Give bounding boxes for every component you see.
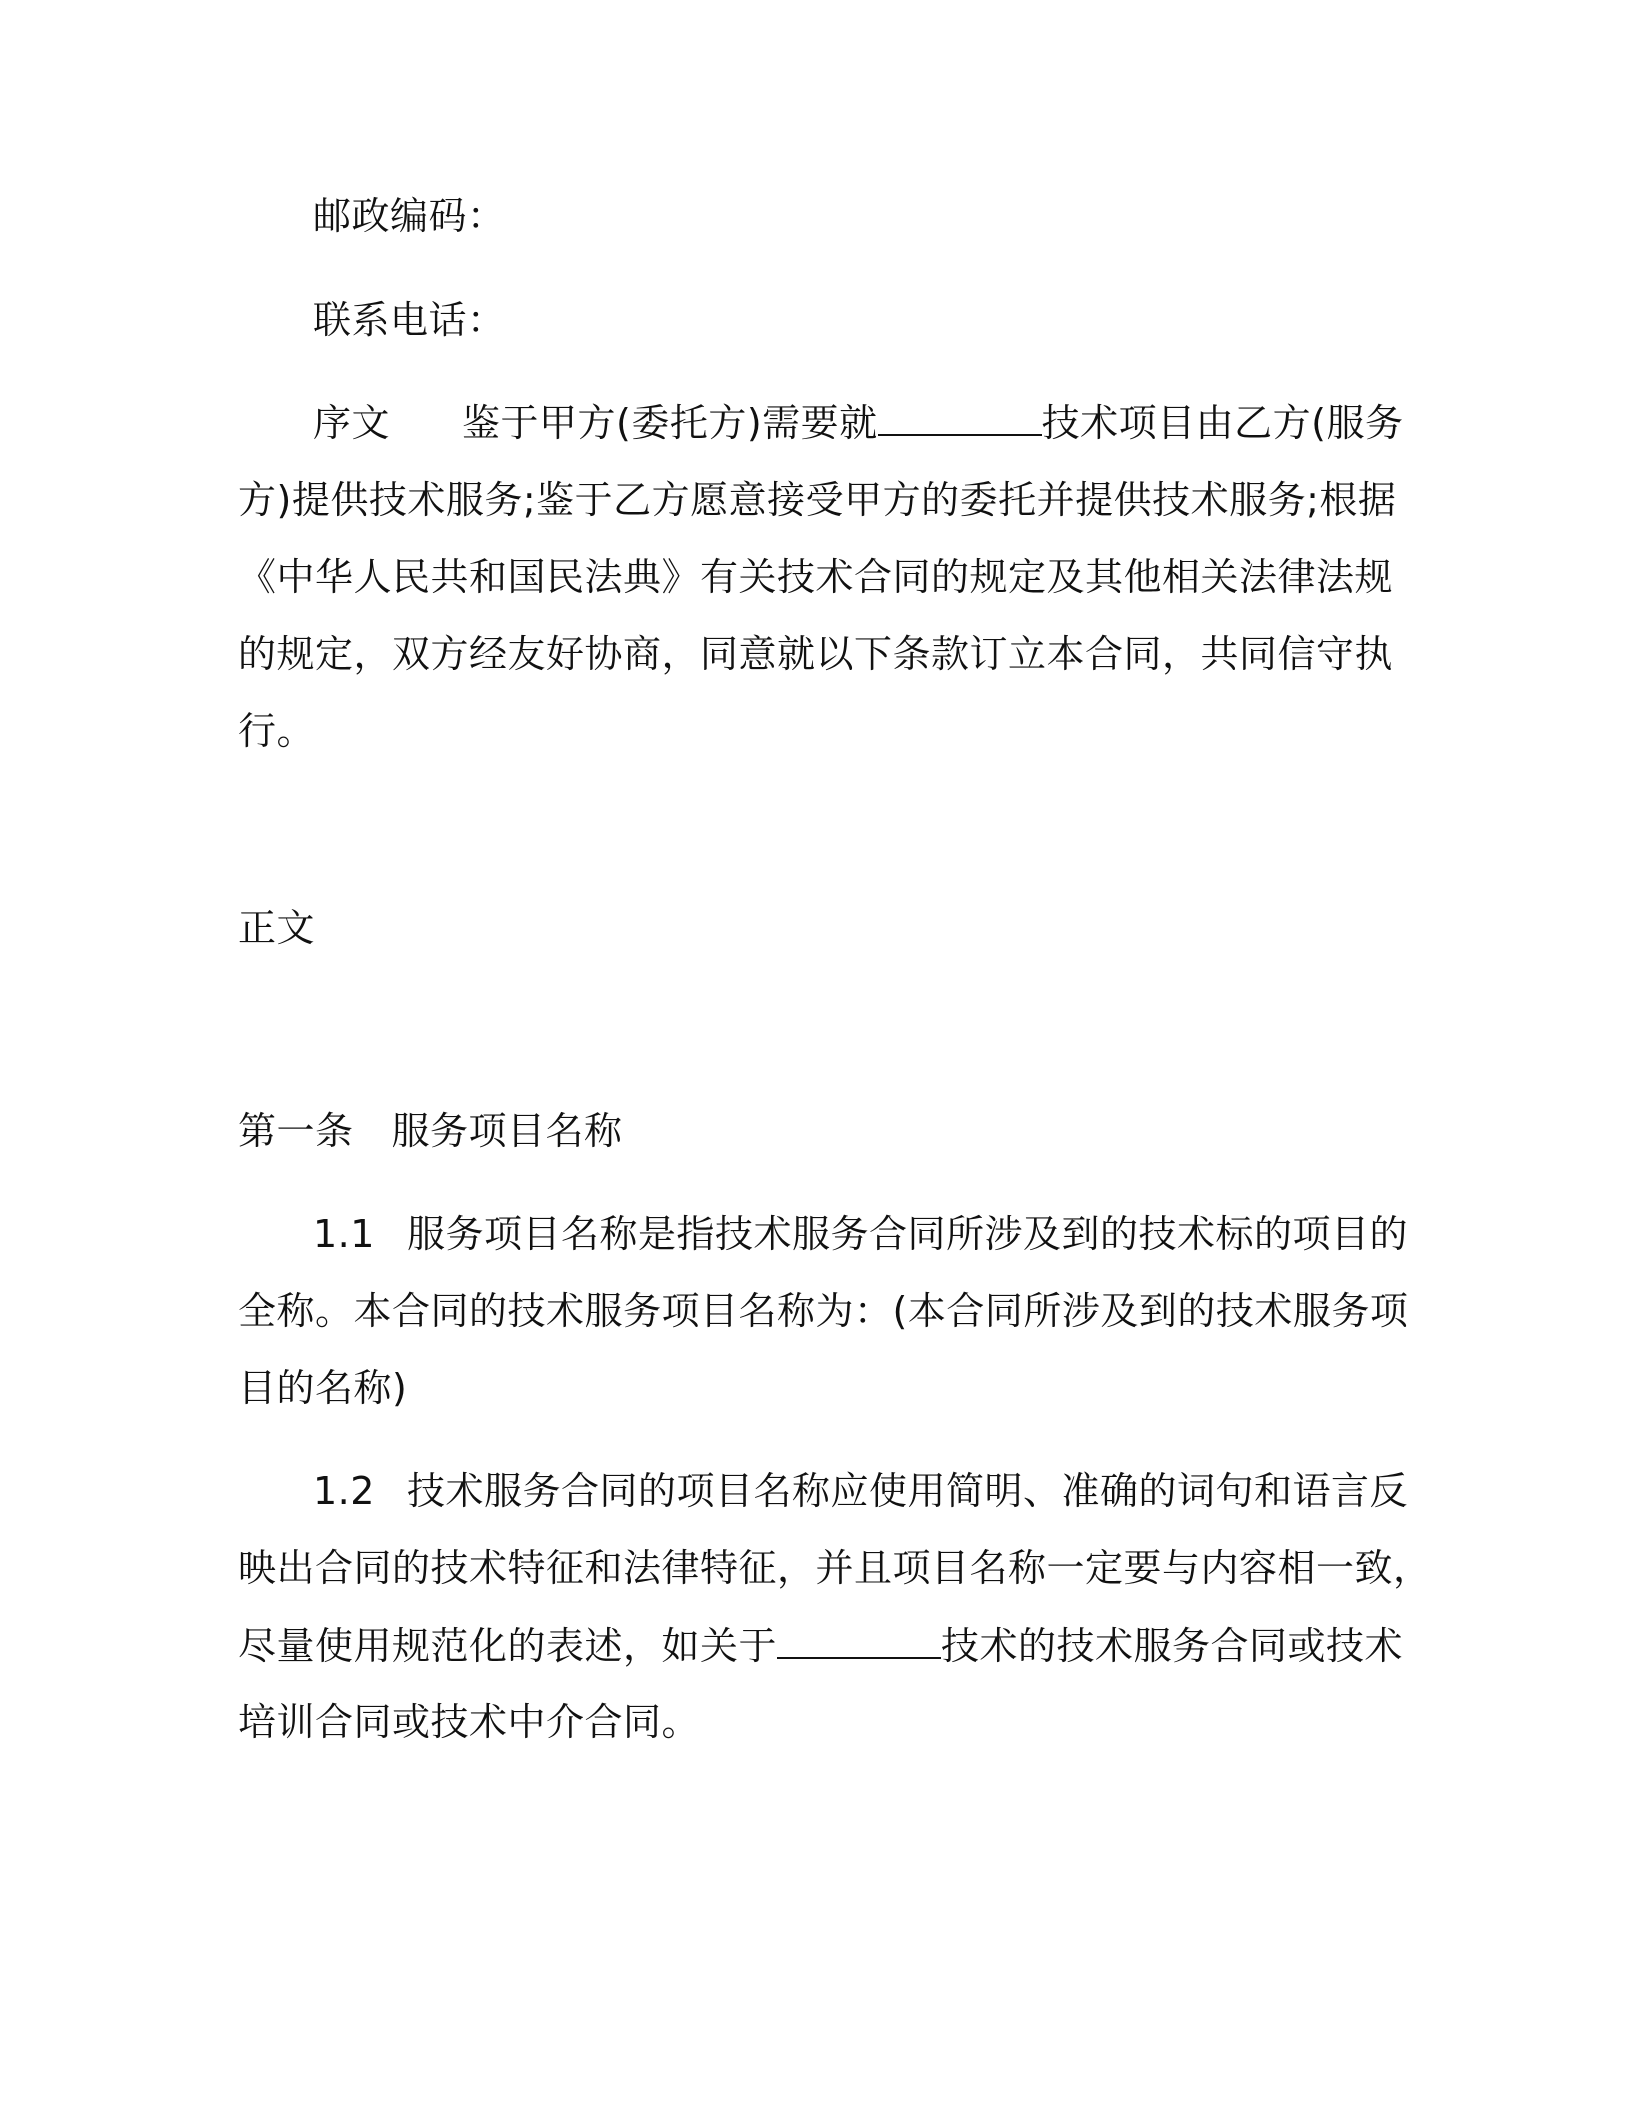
clause-1-2-number: 1.2 xyxy=(313,1469,375,1513)
phone-label: 联系电话： xyxy=(313,298,506,342)
postal-code-label: 邮政编码： xyxy=(313,194,506,238)
clause-1-2-line-3 xyxy=(238,1621,1403,1670)
article-1-title: 服务项目名称 xyxy=(391,1109,623,1153)
preamble-text-1a: 鉴于甲方(委托方)需要就 xyxy=(462,401,878,445)
fill-in-blank xyxy=(777,1621,941,1659)
preamble-line-4: 的规定，双方经友好协商，同意就以下条款订立本合同，共同信守执 xyxy=(238,632,1394,676)
preamble-line-2: 方)提供技术服务;鉴于乙方愿意接受甲方的委托并提供技术服务;根据 xyxy=(238,478,1397,522)
clause-1-1-number: 1.1 xyxy=(313,1212,375,1256)
clause-1-1-text-1: 服务项目名称是指技术服务合同所涉及到的技术标的项目的 xyxy=(406,1212,1408,1256)
body-heading: 正文 xyxy=(238,906,316,950)
preamble-line-5: 行。 xyxy=(238,709,316,753)
clause-1-2-line-2: 映出合同的技术特征和法律特征，并且项目名称一定要与内容相一致， xyxy=(238,1546,1432,1590)
preamble-heading: 序文 xyxy=(313,401,391,445)
clause-1-1-line-3: 目的名称) xyxy=(238,1366,408,1410)
preamble-line-1 xyxy=(313,398,1404,447)
article-1-heading xyxy=(238,1107,623,1155)
clause-1-2-text-3a: 尽量使用规范化的表述，如关于 xyxy=(238,1624,778,1668)
preamble-line-3: 《中华人民共和国民法典》有关技术合同的规定及其他相关法律法规 xyxy=(238,555,1394,599)
fill-in-blank xyxy=(878,398,1042,436)
article-1-number: 第一条 xyxy=(238,1109,354,1153)
clause-1-1-line-1 xyxy=(313,1210,1408,1258)
clause-1-2-text-1: 技术服务合同的项目名称应使用简明、准确的词句和语言反 xyxy=(406,1469,1408,1513)
clause-1-2-text-3b: 技术的技术服务合同或技术 xyxy=(941,1624,1404,1668)
clause-1-1-line-2: 全称。本合同的技术服务项目名称为：(本合同所涉及到的技术服务项 xyxy=(238,1289,1409,1333)
clause-1-2-line-4: 培训合同或技术中介合同。 xyxy=(238,1700,701,1744)
clause-1-2-line-1 xyxy=(313,1467,1408,1515)
preamble-text-1b: 技术项目由乙方(服务 xyxy=(1041,401,1404,445)
